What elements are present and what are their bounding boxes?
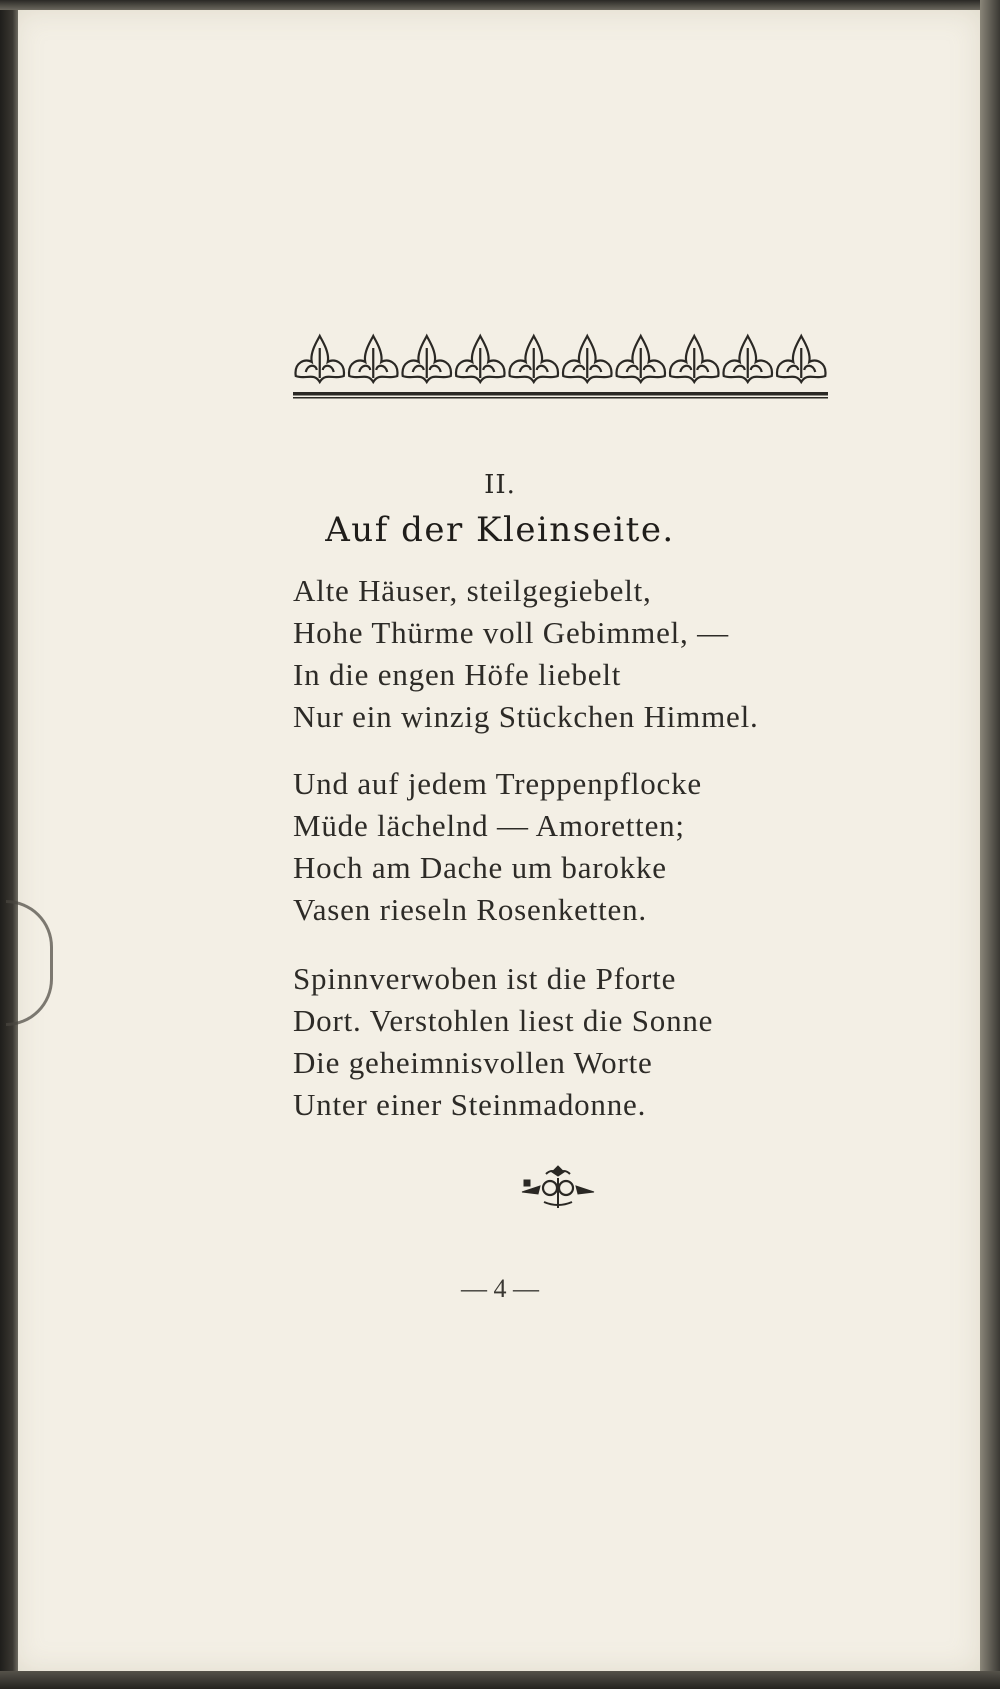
- double-rule: [293, 392, 828, 399]
- ornamental-border-icon: [293, 328, 828, 398]
- leaf-inner-icon: [306, 348, 334, 378]
- floral-vignette-icon: [518, 1162, 598, 1210]
- verse-line: Hohe Thürme voll Gebimmel, —: [293, 615, 729, 650]
- leaf-inner-icon: [359, 348, 387, 378]
- page-number: — 4 —: [461, 1274, 539, 1303]
- verse-line: Müde lächelnd — Amoretten;: [293, 808, 685, 843]
- verse-line: Alte Häuser, steilgegiebelt,: [293, 573, 652, 608]
- binding-edge: [0, 0, 18, 1689]
- leaf-inner-icon: [520, 348, 548, 378]
- stanza: [293, 958, 713, 1126]
- stanza: [293, 570, 759, 738]
- verse-line: Unter einer Steinmadonne.: [293, 1087, 647, 1122]
- section-number: II.: [484, 470, 516, 500]
- verse-line: Und auf jedem Treppenpflocke: [293, 766, 702, 801]
- verse-line: Vasen rieseln Rosenketten.: [293, 892, 647, 927]
- top-edge: [0, 0, 1000, 10]
- verse-line: Die geheimnisvollen Worte: [293, 1045, 653, 1080]
- poem-title: Auf der Kleinseite.: [325, 510, 675, 550]
- leaf-inner-icon: [680, 348, 708, 378]
- verse-line: Spinnverwoben ist die Pforte: [293, 961, 677, 996]
- leaf-inner-icon: [734, 348, 762, 378]
- leaf-inner-icon: [413, 348, 441, 378]
- leaf-inner-icon: [466, 348, 494, 378]
- leaf-inner-icon: [573, 348, 601, 378]
- verse-line: In die engen Höfe liebelt: [293, 657, 622, 692]
- bottom-edge: [0, 1671, 1000, 1689]
- verse-line: Hoch am Dache um barokke: [293, 850, 667, 885]
- right-edge: [980, 0, 1000, 1689]
- verse-line: Nur ein winzig Stückchen Himmel.: [293, 699, 759, 734]
- leaf-inner-icon: [787, 348, 815, 378]
- verse-line: Dort. Verstohlen liest die Sonne: [293, 1003, 714, 1038]
- stanza: [293, 763, 702, 931]
- leaf-inner-icon: [627, 348, 655, 378]
